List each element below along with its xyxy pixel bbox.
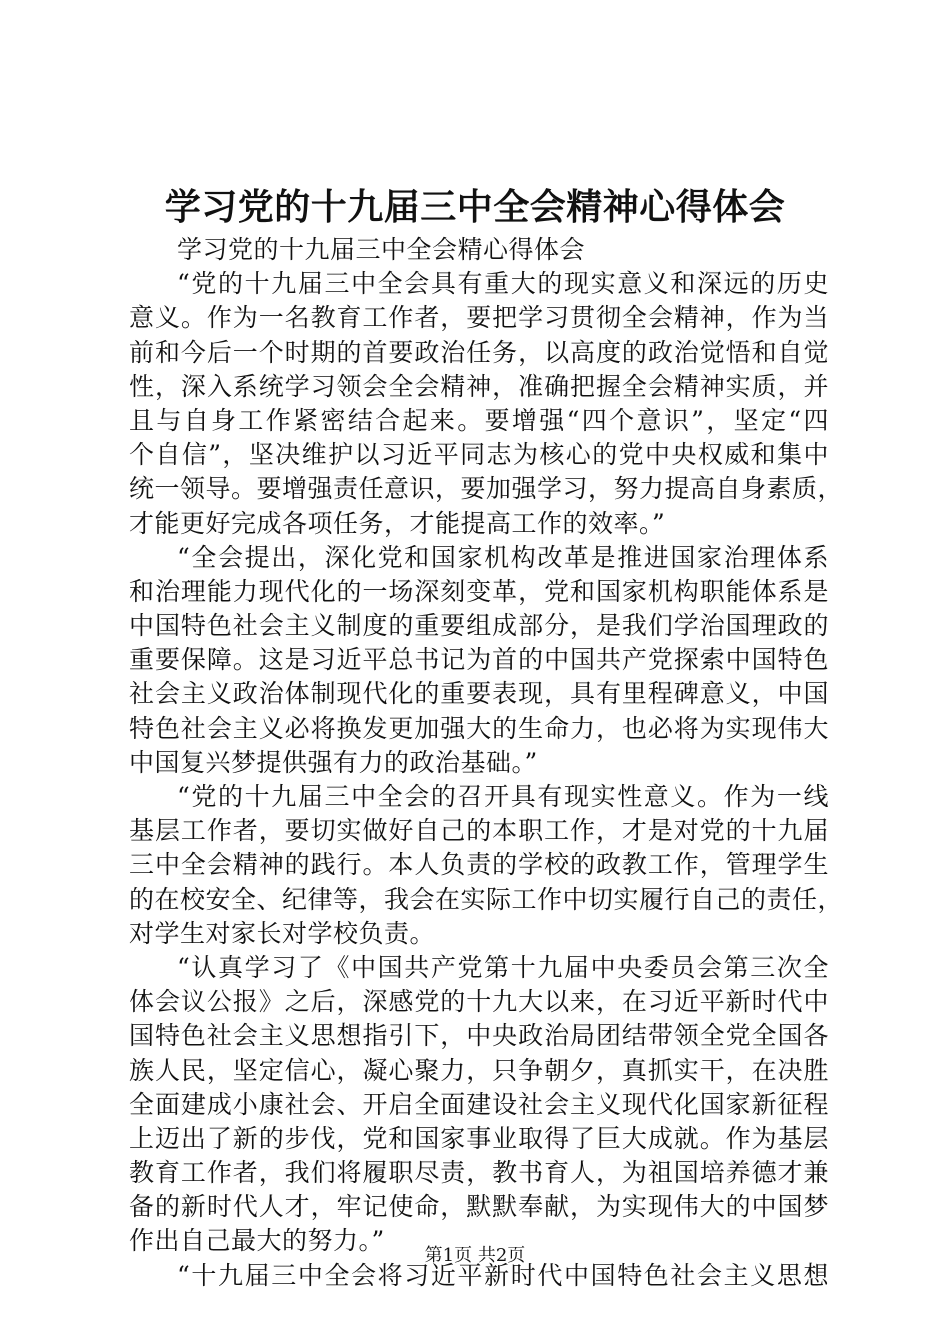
text-line: 国特色社会主义思想指引下，中央政治局团结带领全党全国各 xyxy=(129,1021,829,1051)
text-line: 且与自身工作紧密结合起来。要增强“四个意识”，坚定“四 xyxy=(129,405,829,435)
text-line: “全会提出，深化党和国家机构改革是推进国家治理体系 xyxy=(177,542,829,572)
text-line: “党的十九届三中全会的召开具有现实性意义。作为一线 xyxy=(177,782,829,811)
text-line: 备的新时代人才，牢记使命，默默奉献，为实现伟大的中国梦 xyxy=(129,1192,829,1222)
text-line: 基层工作者，要切实做好自己的本职工作，才是对党的十九届 xyxy=(129,816,829,846)
text-line: 上迈出了新的步伐，党和国家事业取得了巨大成就。作为基层 xyxy=(129,1123,829,1153)
text-line: “十九届三中全会将习近平新时代中国特色社会主义思想 xyxy=(177,1260,829,1290)
text-line: 特色社会主义必将换发更加强大的生命力，也必将为实现伟大 xyxy=(129,713,829,743)
text-line: 对学生对家长对学校负责。 xyxy=(129,918,436,948)
text-line: 重要保障。这是习近平总书记为首的中国共产党探索中国特色 xyxy=(129,645,829,675)
text-line: 全面建成小康社会、开启全面建设社会主义现代化国家新征程 xyxy=(129,1089,829,1119)
document-body xyxy=(129,233,844,1293)
text-line: “认真学习了《中国共产党第十九届中央委员会第三次全 xyxy=(177,952,829,982)
text-line: 三中全会精神的践行。本人负责的学校的政教工作，管理学生 xyxy=(129,850,829,880)
text-line: 中国复兴梦提供强有力的政治基础。” xyxy=(129,747,538,777)
text-line: 意义。作为一名教育工作者，要把学习贯彻全会精神，作为当 xyxy=(129,303,829,333)
text-line: 和治理能力现代化的一场深刻变革，党和国家机构职能体系是 xyxy=(129,576,829,606)
document-title: 学习党的十九届三中全会精神心得体会 xyxy=(164,187,786,228)
text-line: 族人民，坚定信心，凝心聚力，只争朝夕，真抓实干，在决胜 xyxy=(129,1055,829,1085)
text-line: 才能更好完成各项任务，才能提高工作的效率。” xyxy=(129,508,666,538)
text-line: 学习党的十九届三中全会精心得体会 xyxy=(177,235,586,264)
text-line: 统一领导。要增强责任意识，要加强学习，努力提高自身素质， xyxy=(129,474,844,504)
page-footer: 第1页 共2页 xyxy=(424,1245,526,1266)
text-line: “党的十九届三中全会具有重大的现实意义和深远的历史 xyxy=(177,269,829,299)
text-line: 个自信”，坚决维护以习近平同志为核心的党中央权威和集中 xyxy=(129,440,829,470)
text-line: 的在校安全、纪律等，我会在实际工作中切实履行自己的责任， xyxy=(129,884,844,914)
text-line: 前和今后一个时期的首要政治任务，以高度的政治觉悟和自觉 xyxy=(129,337,829,367)
text-line: 社会主义政治体制现代化的重要表现，具有里程碑意义，中国 xyxy=(129,679,829,709)
text-line: 中国特色社会主义制度的重要组成部分，是我们学治国理政的 xyxy=(129,611,829,641)
text-line: 作出自己最大的努力。” xyxy=(129,1226,385,1256)
text-line: 体会议公报》之后，深感党的十九大以来，在习近平新时代中 xyxy=(129,987,829,1017)
text-line: 性，深入系统学习领会全会精神，准确把握全会精神实质，并 xyxy=(129,371,829,401)
text-line: 教育工作者，我们将履职尽责，教书育人，为祖国培养德才兼 xyxy=(129,1158,829,1188)
